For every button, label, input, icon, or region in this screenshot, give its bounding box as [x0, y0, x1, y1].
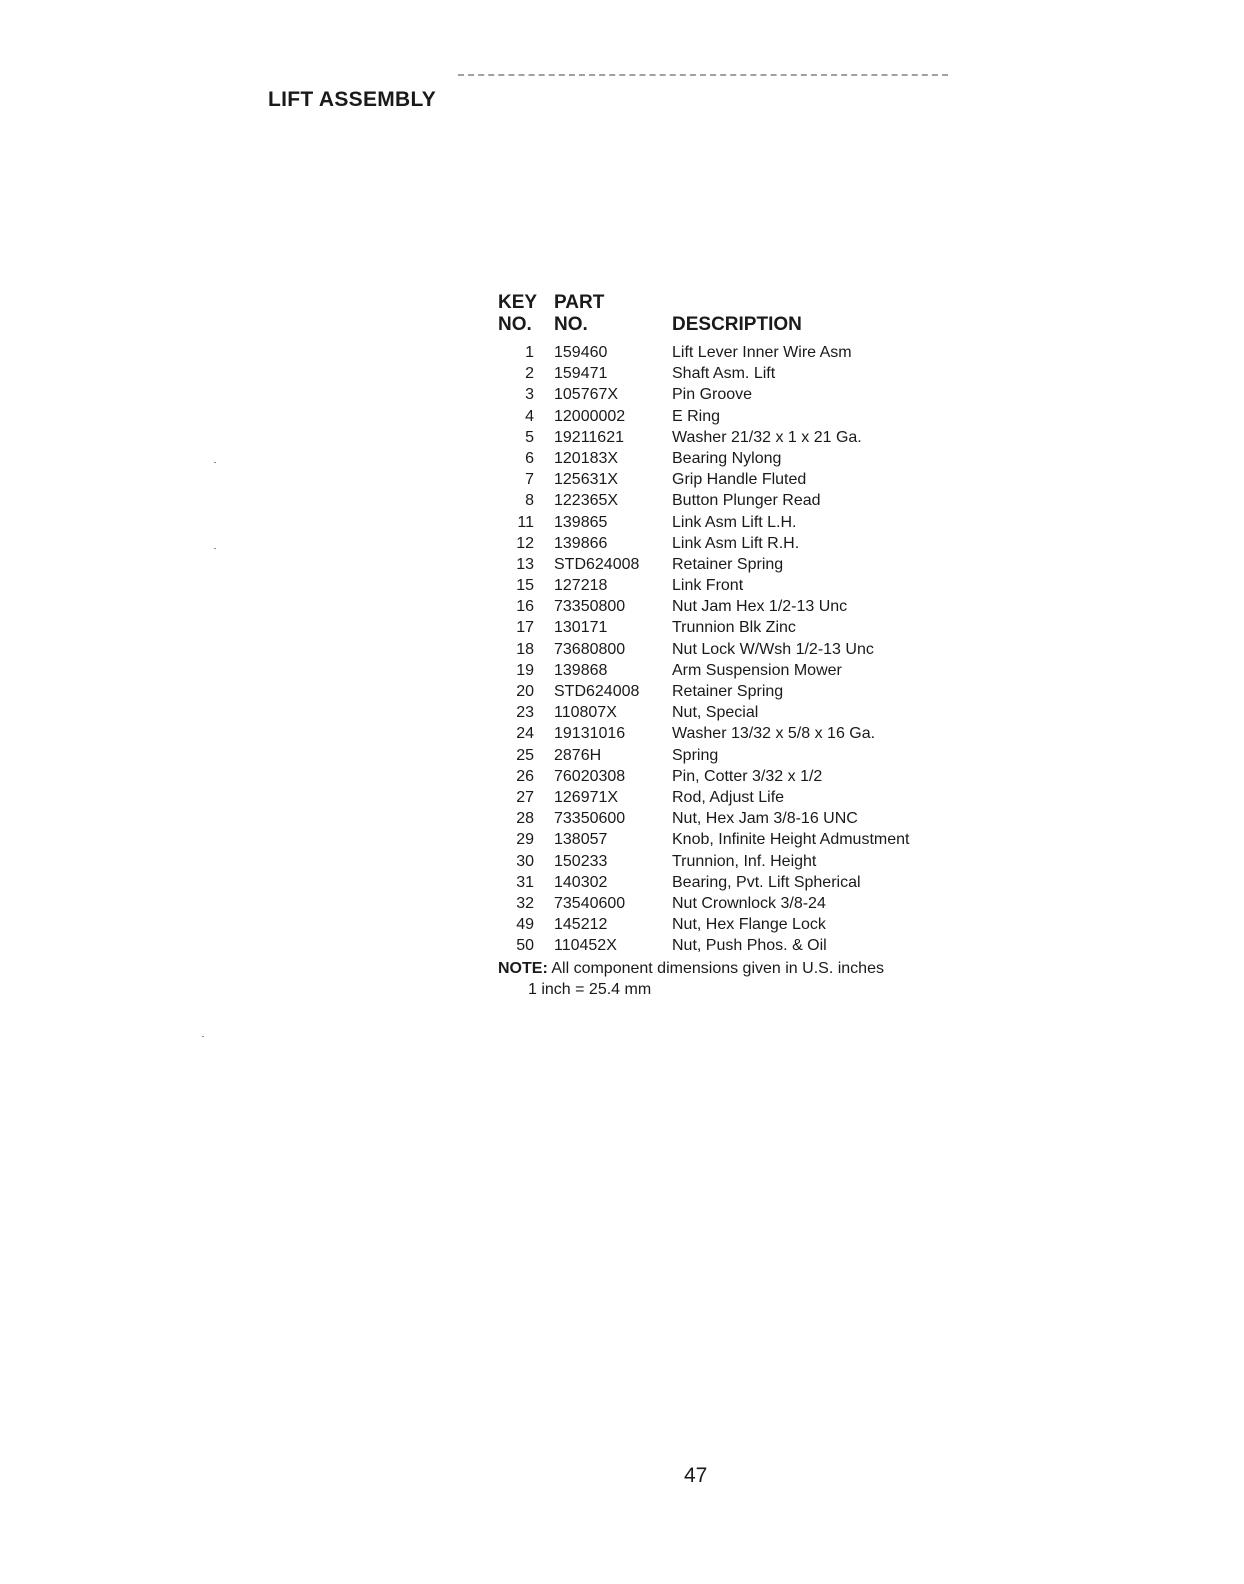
table-row [498, 914, 909, 935]
description: E Ring [672, 407, 721, 425]
table-row [498, 342, 909, 363]
part-no: 110807X [554, 704, 617, 722]
key-no: 19 [516, 661, 534, 679]
description: Nut, Push Phos. & Oil [672, 937, 827, 955]
table-row [498, 851, 909, 872]
part-no: 12000002 [554, 407, 626, 425]
description: Washer 21/32 x 1 x 21 Ga. [672, 428, 862, 446]
part-no: 127218 [554, 577, 608, 595]
part-no: 2876H [554, 746, 602, 764]
part-no: 122365X [554, 492, 619, 510]
table-row [498, 639, 909, 660]
description: Spring [672, 746, 719, 764]
table-row [498, 829, 909, 850]
section-title: LIFT ASSEMBLY [268, 88, 437, 111]
table-row [498, 363, 909, 384]
part-no: 159471 [554, 365, 608, 383]
page-number: 47 [684, 1464, 708, 1487]
table-row [498, 469, 909, 490]
description: Button Plunger Read [672, 492, 821, 510]
note-label: NOTE: [498, 960, 548, 978]
key-no: 3 [525, 386, 534, 404]
key-no: 12 [516, 534, 534, 552]
key-no-header [498, 292, 554, 336]
part-no: 150233 [554, 852, 608, 870]
key-no: 49 [516, 916, 534, 934]
part-no: 139868 [554, 661, 608, 679]
key-no: 6 [525, 449, 534, 467]
key-no: 23 [516, 704, 534, 722]
key-no: 50 [516, 937, 534, 955]
table-row [498, 490, 909, 511]
key-no: 5 [525, 428, 534, 446]
description: Bearing Nylong [672, 449, 782, 467]
part-no: 140302 [554, 873, 608, 891]
part-no: 130171 [554, 619, 608, 637]
key-no: 15 [516, 577, 534, 595]
key-no: 30 [516, 852, 534, 870]
description: Washer 13/32 x 5/8 x 16 Ga. [672, 725, 876, 743]
key-no: 27 [516, 788, 534, 806]
table-row [498, 681, 909, 702]
key-no: 31 [516, 873, 534, 891]
description: Nut, Special [672, 704, 759, 722]
header-rule [458, 74, 948, 76]
key-no: 20 [516, 683, 534, 700]
part-no: 110452X [554, 937, 617, 955]
description: Knob, Infinite Height Admustment [672, 831, 910, 849]
part-no: 73540600 [554, 894, 626, 912]
unit-conversion: 1 inch = 25.4 mm [528, 981, 652, 999]
table-row [498, 384, 909, 405]
description: Nut Crownlock 3/8-24 [672, 894, 826, 912]
part-no: 139865 [554, 513, 608, 531]
key-header-line1: KEY [498, 292, 538, 313]
key-no: 7 [525, 471, 534, 489]
table-row [498, 660, 909, 681]
part-no: 73350800 [554, 598, 626, 616]
key-no: 17 [516, 619, 534, 637]
table-row [498, 427, 909, 448]
part-no: 73350600 [554, 810, 626, 828]
key-no: 16 [516, 598, 534, 616]
scan-mark [202, 1036, 204, 1037]
description-header: DESCRIPTION [672, 314, 802, 335]
part-header-line2: NO. [554, 314, 588, 335]
key-no: 1 [525, 344, 534, 361]
key-header-line2: NO. [498, 314, 532, 335]
description: Link Asm Lift R.H. [672, 534, 800, 552]
key-no: 8 [525, 492, 534, 510]
description: Trunnion Blk Zinc [672, 619, 796, 637]
key-no: 32 [516, 894, 534, 912]
key-no: 4 [525, 407, 534, 425]
part-no: 139866 [554, 534, 608, 552]
part-no: STD624008 [554, 683, 640, 700]
scan-mark [214, 548, 216, 549]
description: Retainer Spring [672, 683, 784, 700]
table-row [498, 745, 909, 766]
description: Shaft Asm. Lift [672, 365, 776, 383]
description: Pin Groove [672, 386, 753, 404]
description: Nut, Hex Jam 3/8-16 UNC [672, 810, 858, 828]
description: Bearing, Pvt. Lift Spherical [672, 873, 861, 891]
description: Trunnion, Inf. Height [672, 852, 817, 870]
key-no: 28 [516, 810, 534, 828]
part-no: 105767X [554, 386, 619, 404]
table-row [498, 808, 909, 829]
table-row [498, 533, 909, 554]
part-no: 125631X [554, 471, 619, 489]
note [498, 958, 909, 979]
key-no: 29 [516, 831, 534, 849]
scan-mark [214, 462, 216, 463]
table-row [498, 787, 909, 808]
description: Arm Suspension Mower [672, 661, 842, 679]
description: Retainer Spring [672, 555, 784, 573]
key-no: 2 [525, 365, 534, 383]
table-row [498, 406, 909, 427]
table-row [498, 723, 909, 744]
table-row [498, 575, 909, 596]
description: Pin, Cotter 3/32 x 1/2 [672, 767, 823, 785]
key-no: 26 [516, 767, 534, 785]
key-no: 13 [516, 555, 534, 573]
description: Grip Handle Fluted [672, 471, 807, 489]
note-text: All component dimensions given in U.S. inches [547, 960, 884, 978]
part-header-line1: PART [554, 292, 605, 313]
table-row [498, 512, 909, 533]
part-no: 120183X [554, 449, 619, 467]
parts-rows [498, 342, 909, 956]
part-no: 76020308 [554, 767, 626, 785]
table-row [498, 448, 909, 469]
table-row [498, 596, 909, 617]
part-no: 138057 [554, 831, 608, 849]
description: Lift Lever Inner Wire Asm [672, 344, 852, 361]
table-row [498, 872, 909, 893]
table-row [498, 935, 909, 956]
parts-table [498, 292, 909, 1000]
part-no: 19131016 [554, 725, 626, 743]
table-header [498, 292, 909, 336]
key-no: 18 [516, 640, 534, 658]
table-row [498, 617, 909, 638]
description: Nut, Hex Flange Lock [672, 916, 826, 934]
table-row [498, 893, 909, 914]
part-no: 159460 [554, 344, 608, 361]
table-row [498, 766, 909, 787]
part-no: 19211621 [554, 428, 624, 446]
description: Link Front [672, 577, 744, 595]
description: Nut Lock W/Wsh 1/2-13 Unc [672, 640, 874, 658]
table-row [498, 554, 909, 575]
description: Nut Jam Hex 1/2-13 Unc [672, 598, 848, 616]
key-no: 24 [516, 725, 534, 743]
part-no-header [554, 292, 672, 336]
description: Link Asm Lift L.H. [672, 513, 797, 531]
part-no: 126971X [554, 788, 619, 806]
key-no: 25 [516, 746, 534, 764]
key-no: 11 [517, 513, 534, 531]
part-no: STD624008 [554, 555, 640, 573]
description: Rod, Adjust Life [672, 788, 785, 806]
part-no: 73680800 [554, 640, 626, 658]
table-row [498, 702, 909, 723]
part-no: 145212 [554, 916, 608, 934]
